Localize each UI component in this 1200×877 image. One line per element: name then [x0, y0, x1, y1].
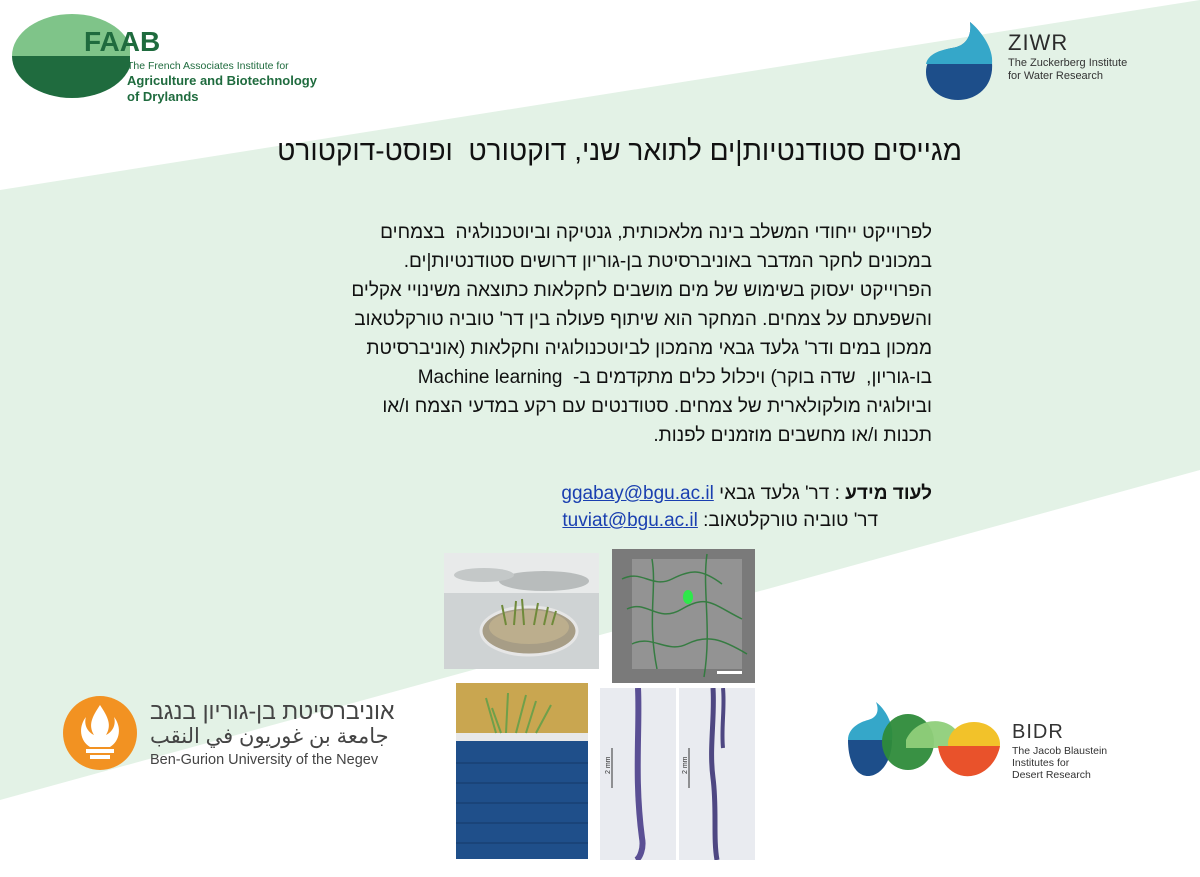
body-line: לפרוייקט ייחודי המשלב בינה מלאכותית, גנטיקה וביוטכנולגיה בצמחים: [380, 222, 932, 243]
body-line: בו-גוריון, שדה בוקר) ויכלול כלים מתקדמים ב- Machine learning: [417, 367, 932, 388]
photo-hydroponic-plants: [456, 683, 588, 859]
ziwr-title: ZIWR: [1008, 30, 1069, 55]
bgu-name-arabic: جامعة بن غوريون في النقب: [150, 725, 389, 748]
bidr-title: BIDR: [1012, 721, 1064, 743]
body-line: הפרוייקט יעסוק בשימוש של מים מושבים לחקלאות כתוצאה משינויי אקלים: [351, 280, 932, 301]
scale-label-2: 2 mm: [682, 756, 689, 774]
faab-subtitle-line-1: The French Associates Institute for: [127, 60, 289, 72]
body-line: תכנות ו/או מחשבים מוזמנים לפנות.: [653, 425, 932, 446]
bgu-name-english: Ben-Gurion University of the Negev: [150, 752, 379, 768]
bgu-name-hebrew: אוניברסיטת בן-גוריון בנגב: [150, 698, 395, 724]
ziwr-subtitle-line-2: for Water Research: [1008, 70, 1103, 82]
bgu-flame-logo-icon: [62, 695, 138, 771]
bidr-logo-icon: [846, 700, 1004, 782]
body-line: והשפעתם על צמחים. המחקר הוא שיתוף פעולה בין דר' טוביה טורקלטאוב: [354, 309, 932, 330]
bidr-subtitle-line-1: The Jacob Blaustein: [1012, 745, 1108, 757]
faab-subtitle-line-3: of Drylands: [127, 89, 199, 104]
project-description: [232, 218, 932, 450]
page-headline: מגייסים סטודנטיות|ים לתואר שני, דוקטורט ופוסט-דוקטורט: [277, 135, 962, 166]
faab-subtitle-line-2: Agriculture and Biotechnology: [127, 73, 317, 88]
body-line: וביולוגיה מולקולארית של צמחים. סטודנטים עם רקע במדעי הצמח ו/או: [382, 396, 932, 417]
bidr-subtitle-line-2: Institutes for: [1012, 757, 1070, 769]
body-line: ממכון במים ודר' גלעד גבאי מהמכון לביוטכנולוגיה וחקלאות (אוניברסיטת: [366, 338, 932, 359]
faab-title: FAAB: [84, 26, 161, 57]
email-link-ggabay[interactable]: ggabay@bgu.ac.il: [561, 483, 714, 504]
contact-line-2: [562, 510, 878, 532]
photo-root-stained-1: [600, 688, 676, 860]
email-link-tuviat[interactable]: tuviat@bgu.ac.il: [562, 510, 698, 531]
ziwr-subtitle-line-1: The Zuckerberg Institute: [1008, 57, 1128, 69]
ziwr-water-drop-icon: [922, 20, 998, 102]
photo-petri-dish-seedlings: [444, 553, 599, 669]
photo-microscopy-cells: [612, 549, 755, 683]
body-line: במכונים לחקר המדבר באוניברסיטת בן-גוריון דרושים סטודנטיות|ים.: [403, 251, 932, 272]
scale-label-1: 2 mm: [605, 756, 612, 774]
contact-name-2: דר' טוביה טורקלטאוב:: [697, 510, 878, 531]
contact-name-1: : דר' גלעד גבאי: [713, 483, 846, 504]
photo-root-stained-2: [679, 688, 755, 860]
contact-line-1: [561, 483, 932, 505]
bidr-subtitle-line-3: Desert Research: [1012, 769, 1091, 781]
contact-label: לעוד מידע: [845, 483, 932, 504]
